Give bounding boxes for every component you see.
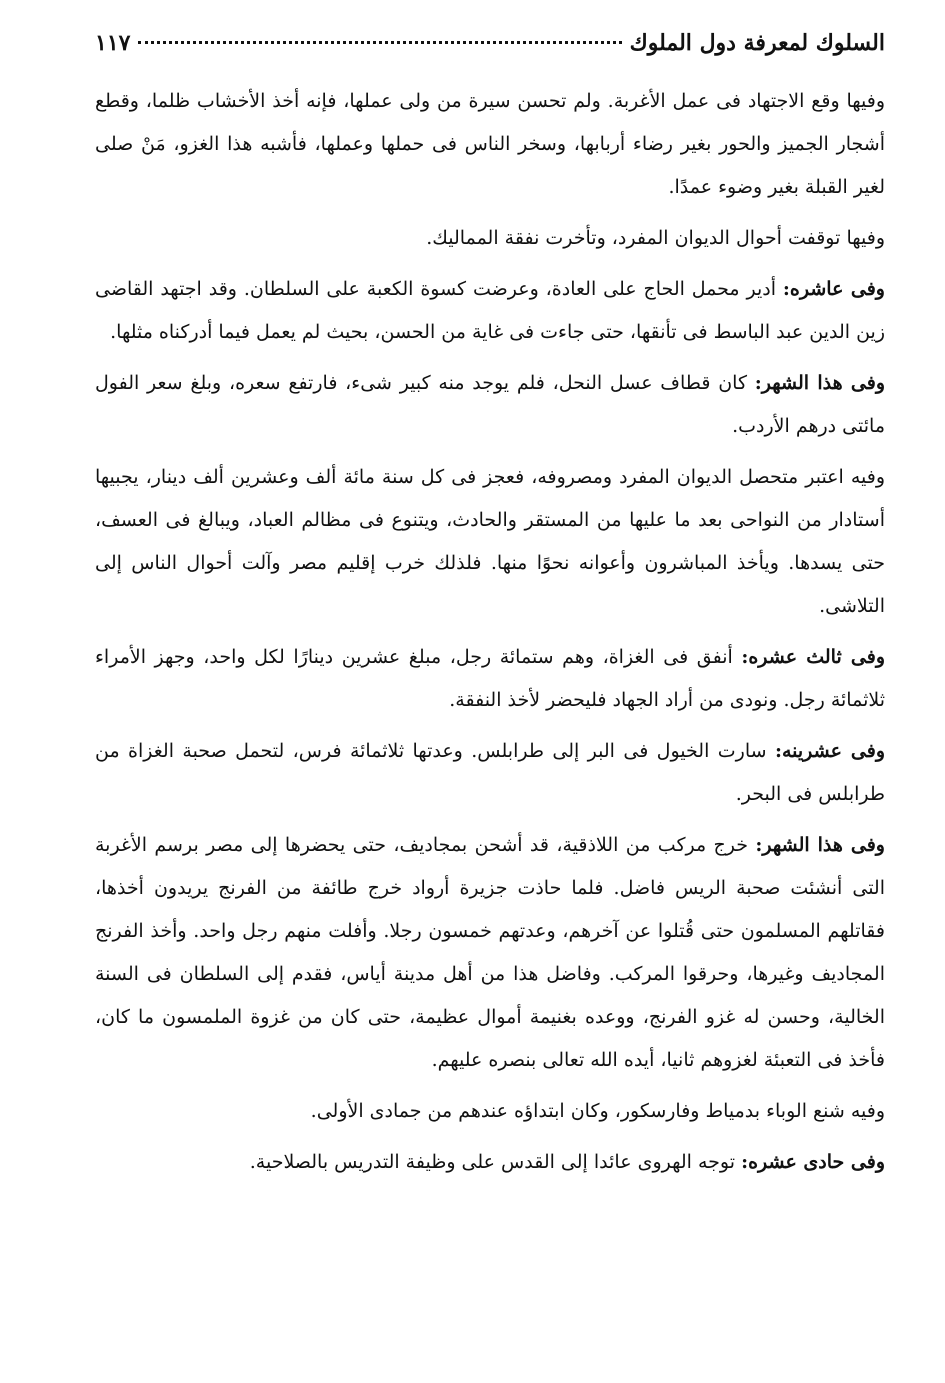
paragraph-lead: وفى عاشره: [782,278,885,300]
paragraph-lead: وفى عشرينه: [774,740,885,762]
paragraph-lead: وفى هذا الشهر: [754,372,885,394]
body-text [95,80,885,1184]
paragraph [95,362,885,448]
paragraph-text: كان قطاف عسل النحل، فلم يوجد منه كبير شىء، فارتفع سعره، وبلغ سعر الفول مائتى درهم الأردب. [95,372,885,437]
paragraph [95,636,885,722]
paragraph-text: وفيه اعتبر متحصل الديوان المفرد ومصروفه، فعجز فى كل سنة مائة ألف وعشرين ألف دينار، يجبيها أستادار من النواحى بعد ما عليها من المستقر والحادث، ويتنوع فى مظالم العباد، ويبالغ فى العسف، حتى يسدها. ويأخذ المباشرون وأعوانه نحوًا منها. فلذلك خرب إقليم مصر وآلت أحوال الناس إلى التلاشى. [95,466,885,617]
paragraph-text: وفيها توقفت أحوال الديوان المفرد، وتأخرت نفقة المماليك. [426,227,885,249]
paragraph [95,268,885,354]
paragraph [95,824,885,1082]
paragraph-text: خرج مركب من اللاذقية، قد أشحن بمجاديف، حتى يحضرها إلى مصر برسم الأغربة التى أنشئت صحبة الريس فاضل. فلما حاذت جزيرة أرواد خرج طائفة من الفرنج يريدون أخذها، فقاتلهم المسلمون حتى قُتلوا عن آخرهم، وعدتهم خمسون رجلا. وأفلت منهم رجل واحد. وأخذ الفرنج المجاديف وغيرها، وحرقوا المركب. وفاضل هذا من أهل مدينة أياس، فقدم إلى السلطان فى السنة الخالية، وحسن له غزو الفرنج، ووعده بغنيمة أموال عظيمة، حتى كان من غزوة الملمسون ما كان، فأخذ فى التعبئة لغزوهم ثانيا، أيده الله تعالى بنصره عليهم. [95,834,885,1071]
paragraph [95,730,885,816]
paragraph-text: أنفق فى الغزاة، وهم ستمائة رجل، مبلغ عشرين دينارًا لكل واحد، وجهز الأمراء ثلاثمائة رجل. ونودى من أراد الجهاد فليحضر لأخذ النفقة. [95,646,885,711]
paragraph-text: أدير محمل الحاج على العادة، وعرضت كسوة الكعبة على السلطان. وقد اجتهد القاضى زين الدين عبد الباسط فى تأنقها، حتى جاءت فى غاية من الحسن، بحيث لم يعمل فيما أدركناه مثلها. [95,278,885,343]
paragraph [95,456,885,628]
book-page [95,30,885,1192]
paragraph-lead: وفى حادى عشره: [741,1151,885,1173]
paragraph [95,80,885,209]
running-header [95,30,885,78]
dotted-leader [138,41,621,44]
paragraph-text: سارت الخيول فى البر إلى طرابلس. وعدتها ثلاثمائة فرس، لتحمل صحبة الغزاة من طرابلس فى البحر. [95,740,885,805]
paragraph-text: وفيه شنع الوباء بدمياط وفارسكور، وكان ابتداؤه عندهم من جمادى الأولى. [310,1100,885,1122]
paragraph-text: توجه الهروى عائدا إلى القدس على وظيفة التدريس بالصلاحية. [249,1151,742,1173]
paragraph-lead: وفى هذا الشهر: [755,834,885,856]
book-title: السلوك لمعرفة دول الملوك [629,30,885,56]
paragraph-lead: وفى ثالث عشره: [741,646,885,668]
paragraph [95,1090,885,1133]
paragraph [95,217,885,260]
paragraph-text: وفيها وقع الاجتهاد فى عمل الأغربة. ولم تحسن سيرة من ولى عملها، فإنه أخذ الأخشاب ظلما، وقطع أشجار الجميز والحور بغير رضاء أربابها، وسخر الناس فى حملها وعملها، فأشبه هذا الغزو، مَنْ صلى لغير القبلة بغير وضوء عمدًا. [95,90,885,198]
page-number: ١١٧ [95,30,131,56]
paragraph [95,1141,885,1184]
